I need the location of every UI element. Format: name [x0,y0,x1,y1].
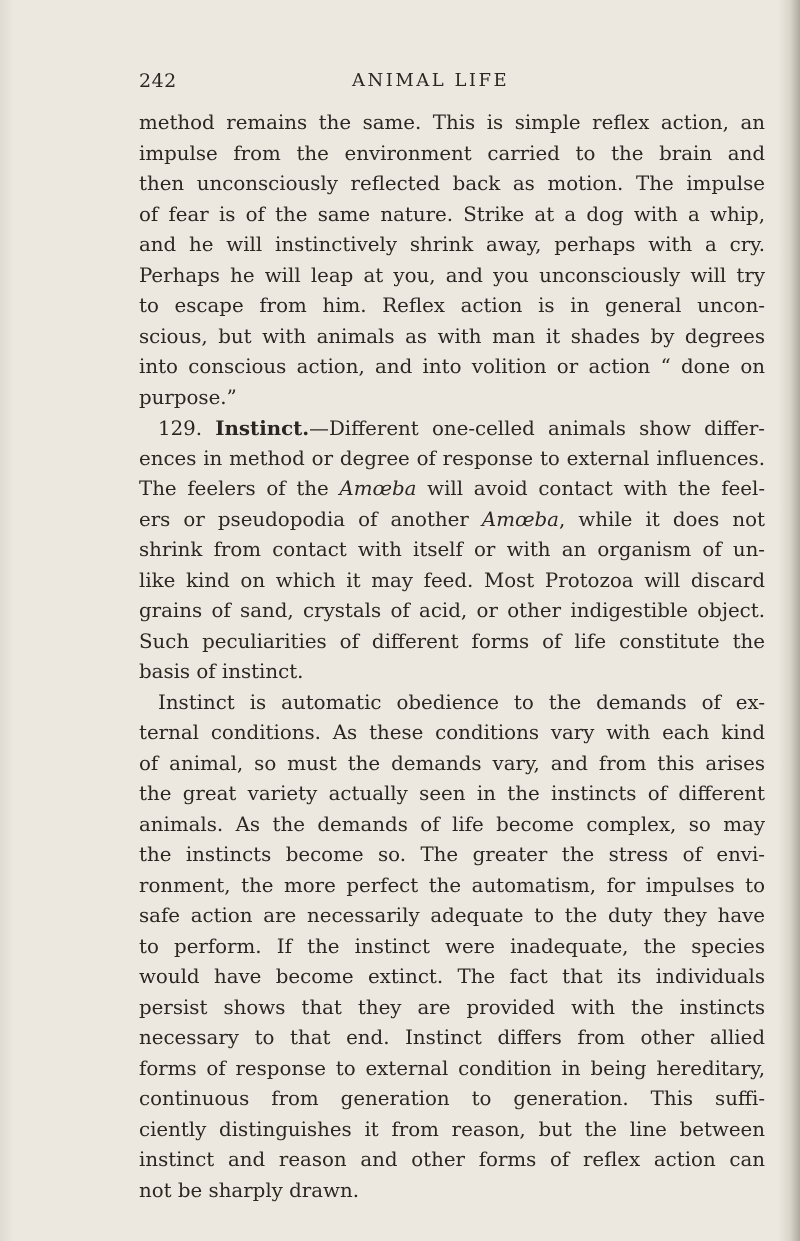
text-fragment: The feelers of the [139,477,340,500]
text-line: Perhaps he will leap at you, and you unconsciously will try [139,263,765,287]
text-line: ences in method or degree of response to external influences. [139,446,765,470]
running-head: ANIMAL LIFE [352,70,510,91]
text-line: Instinct is automatic obedience to the demands of ex- [158,690,765,714]
text-line: would have become extinct. The fact that its individuals [139,965,765,988]
page-number: 242 [139,70,177,92]
text-line: and he will instinctively shrink away, perhaps with a cry. [139,233,765,256]
text-line: impulse from the environment carried to the brain and [139,141,765,165]
text-line: grains of sand, crystals of acid, or other indigestible object. [139,599,765,622]
section-number: 129. [158,417,203,440]
text-line: of animal, so must the demands vary, and from this arises [139,751,765,775]
text-line: into conscious action, and into volition or action “ done on [139,355,765,378]
text-line: necessary to that end. Instinct differs from other allied [139,1026,765,1049]
text-line [139,474,765,505]
text-line: ronment, the more perfect the automatism, for impulses to [139,873,765,897]
section-heading: Instinct. [215,416,310,440]
text-line [139,505,765,536]
text-line: scious, but with animals as with man it shades by degrees [139,324,765,348]
text-line: then unconsciously reflected back as motion. The impulse [139,172,765,195]
text-line: shrink from contact with itself or with an organism of un- [139,538,765,561]
paragraph-1 [139,108,765,413]
paragraph-3 [139,688,765,1207]
text-line: ciently distinguishes it from reason, but the line between [139,1117,765,1141]
italic-term: Amœba [481,507,559,531]
text-line: the great variety actually seen in the instincts of different [139,782,765,805]
text-line: safe action are necessarily adequate to the duty they have [139,904,765,927]
paragraph-2 [139,413,765,688]
text-fragment: Different one-celled animals show differ- [328,417,765,440]
text-line: to perform. If the instinct were inadequate, the species [139,934,765,958]
text-line: basis of instinct. [139,660,304,683]
page-header [0,70,800,100]
italic-term: Amœba [339,477,417,500]
heading-dash: — [309,417,329,440]
text-line: Such peculiarities of different forms of life constitute the [139,629,765,653]
text-fragment: , while it does not [558,507,765,531]
body-text [139,108,765,1206]
text-line: persist shows that they are provided with the instincts [139,995,765,1019]
text-line: purpose.” [139,385,237,409]
text-line: the instincts become so. The greater the stress of envi- [139,843,765,866]
text-line: forms of response to external condition in being hereditary, [139,1056,765,1080]
text-fragment: will avoid contact with the feel- [416,477,766,500]
text-line: continuous from generation to generation. This suffi- [139,1087,765,1110]
text-line: method remains the same. This is simple reflex action, an [139,111,765,134]
text-line: ternal conditions. As these conditions vary with each kind [139,721,765,744]
text-line: instinct and reason and other forms of reflex action can [139,1148,765,1171]
text-line: not be sharply drawn. [139,1178,360,1202]
text-line: to escape from him. Reflex action is in general uncon- [139,294,765,317]
section-first-line [139,413,765,444]
text-line: of fear is of the same nature. Strike at a dog with a whip, [139,202,765,226]
text-line: like kind on which it may feed. Most Protozoa will discard [139,568,765,592]
text-line: animals. As the demands of life become complex, so may [139,812,765,836]
text-fragment: ers or pseudopodia of another [139,507,482,531]
